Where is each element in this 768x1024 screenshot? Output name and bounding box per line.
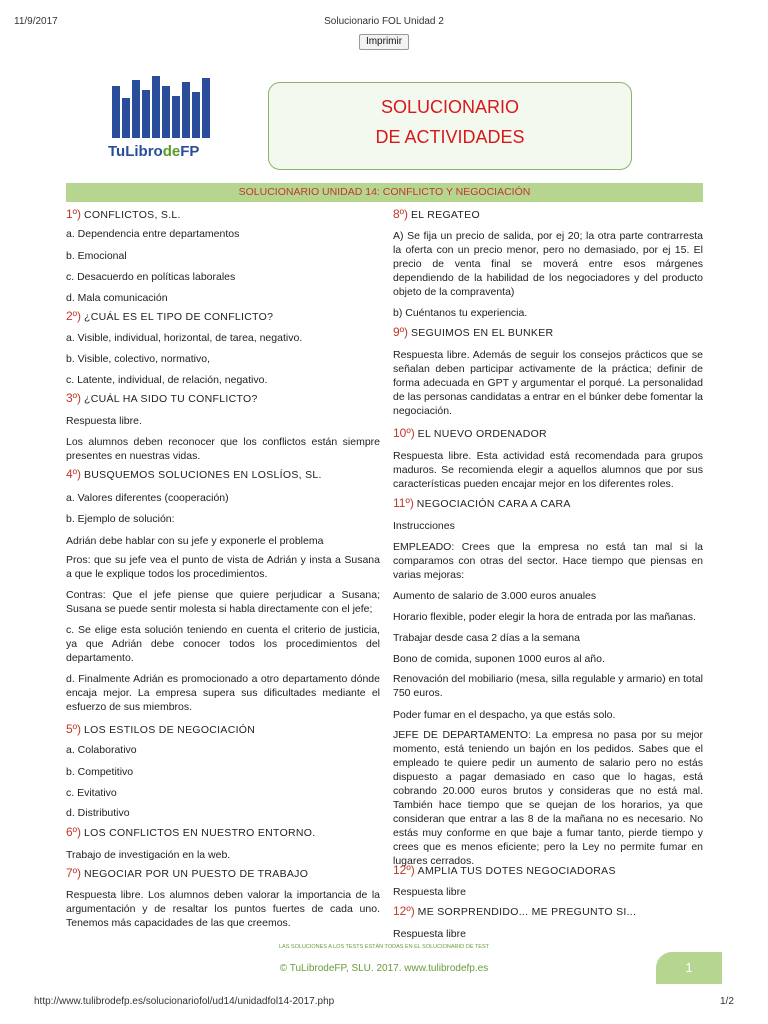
q7-number: 7º) (66, 866, 82, 880)
q6-answer-a: Trabajo de investigación en la web. (66, 849, 231, 861)
q2-number: 2º) (66, 309, 82, 323)
q10-number: 10º) (393, 426, 415, 440)
q8-answer-a: A) Se fija un precio de salida, por ej 20; la otra parte contrarresta la oferta con un precio menor, pero no demasiado, por ej 15. El precio de venta final se moverá entre esos márgenes dependiendo de la habilidad de los negociadores y del producto objeto de la compraventa) (393, 230, 703, 298)
print-button[interactable]: Imprimir (359, 34, 409, 50)
q11-title: NEGOCIACIÓN CARA A CARA (416, 498, 571, 510)
q11-item-furniture: Renovación del mobiliario (mesa, silla regulable y armario) en total 750 euros. (393, 673, 703, 699)
q5-title: LOS ESTILOS DE NEGOCIACIÓN (83, 724, 256, 736)
q11-employee: EMPLEADO: Crees que la empresa no está tan mal si la comparamos con otras del sector. Hace tiempo que piensas en varias mejoras: (393, 541, 703, 581)
q4-answer-e: Contras: Que el jefe piense que quiere perjudicar a Susana; Susana se puede sentir molesta si habla directamente con el jefe; (66, 589, 380, 615)
print-url[interactable]: http://www.tulibrodefp.es/solucionariofol/ud14/unidadfol14-2017.php (34, 996, 335, 1007)
q2-answer-c: c. Latente, individual, de relación, negativo. (66, 374, 268, 386)
q8-number: 8º) (393, 207, 409, 221)
q2-answer-b: b. Visible, colectivo, normativo, (66, 353, 210, 365)
q9-answer-a: Respuesta libre. Además de seguir los consejos prácticos que se señalan deben participar activamente de la práctica; definir de forma adecuada en GPT y argumentar el porqué. La personalidad de las personas candidatas a entrar en el búnker debe fomentar la negociación. (393, 349, 703, 417)
q1-answer-a: a. Dependencia entre departamentos (66, 228, 240, 240)
q4-title: BUSQUEMOS SOLUCIONES EN LOSLÍOS, SL. (83, 469, 322, 481)
q10-answer-a: Respuesta libre. Esta actividad está recomendada para grupos maduros. Se recomienda elegir a aquellos alumnos que por sus características pueden encajar mejor en los diferentes roles. (393, 450, 703, 490)
q10-title: EL NUEVO ORDENADOR (417, 428, 547, 440)
q12-number: 12º) (393, 863, 415, 877)
q12b-title: ME SORPRENDIDO... ME PREGUNTO SI... (417, 906, 637, 918)
q11-item-smoking: Poder fumar en el despacho, ya que estás solo. (393, 709, 616, 721)
q11-instructions: Instrucciones (393, 520, 455, 532)
title-box (268, 82, 632, 170)
q4-answer-a: a. Valores diferentes (cooperación) (66, 492, 229, 504)
q1-answer-c: c. Desacuerdo en políticas laborales (66, 271, 236, 283)
q12-answer: Respuesta libre (393, 886, 466, 898)
q11-number: 11º) (393, 496, 414, 510)
title-line-1: SOLUCIONARIO (380, 97, 520, 117)
q4-number: 4º) (66, 467, 82, 481)
q4-answer-c: Adrián debe hablar con su jefe y exponerle el problema (66, 535, 324, 547)
q11-item-homeworking: Trabajar desde casa 2 días a la semana (393, 632, 580, 644)
q12b-number: 12º) (393, 904, 415, 918)
page-number-tab: 1 (656, 952, 722, 984)
q9-title: SEGUIMOS EN EL BUNKER (410, 327, 554, 339)
logo-text-de: de (162, 143, 181, 160)
q3-answer-b: Los alumnos deben reconocer que los conflictos están siempre presentes en nuestras vidas. (66, 436, 380, 462)
q9-number: 9º) (393, 325, 409, 339)
q6-title: LOS CONFLICTOS EN NUESTRO ENTORNO. (83, 827, 316, 839)
q11-boss: JEFE DE DEPARTAMENTO: La empresa no pasa por su mejor momento, está teniendo un bajón en los pedidos. Sabes que el empleado te quiere pedir un aumento de salario pero no estás dispuesto a pagar demasiado en caso que lo hagas, está cobrando 20.000 euros brutos y consideras que no está mal. También hace tiempo que se quejan de los horarios, ya que consideran que entrar a las 8 de la mañana no es necesario. No estás muy conforme en que baje a fumar tanto, pierde tiempo y crees que es menos eficiente; pero la Ley no permite fumar en lugares cerrados. (393, 729, 703, 867)
logo-text-tu: Tu (108, 143, 126, 160)
q4-answer-f: c. Se elige esta solución teniendo en cuenta el criterio de justicia, ya que Adrián debe conocer todos los procedimientos del departamento. (66, 624, 380, 664)
q3-answer-a: Respuesta libre. (66, 415, 142, 427)
q8-title: EL REGATEO (410, 209, 480, 221)
q3-title: ¿CUÁL HA SIDO TU CONFLICTO? (83, 393, 258, 405)
svg-text:TuLibrodeFP (108, 143, 199, 160)
q3-number: 3º) (66, 391, 82, 405)
logo-text-fp: FP (180, 143, 200, 160)
q4-answer-d: Pros: que su jefe vea el punto de vista de Adrián y insta a Susana a que le explique todos los procedimientos. (66, 554, 380, 580)
tulibrodefp-logo (108, 76, 216, 166)
q1-answer-d: d. Mala comunicación (66, 292, 168, 304)
q5-number: 5º) (66, 722, 82, 736)
q5-answer-c: c. Evitativo (66, 787, 117, 799)
q5-answer-d: d. Distributivo (66, 807, 130, 819)
print-page: 1/2 (720, 996, 734, 1007)
footer-note: LAS SOLUCIONES A LOS TESTS ESTÁN TODAS EN EL SOLUCIONARIO DE TEST (279, 944, 489, 950)
q1-title: CONFLICTOS, S.L. (83, 209, 181, 221)
unit-banner: SOLUCIONARIO UNIDAD 14: CONFLICTO Y NEGOCIACIÓN (66, 183, 703, 202)
footer-copyright: © TuLibrodeFP, SLU. 2017. www.tulibrodefp.es (279, 963, 489, 974)
q11-item-schedule: Horario flexible, poder elegir la hora de entrada por las mañanas. (393, 611, 696, 623)
title-line-2: DE ACTIVIDADES (375, 127, 525, 147)
q6-number: 6º) (66, 825, 82, 839)
q1-answer-b: b. Emocional (66, 250, 127, 262)
q5-answer-a: a. Colaborativo (66, 744, 137, 756)
q7-title: NEGOCIAR POR UN PUESTO DE TRABAJO (83, 868, 309, 880)
q5-answer-b: b. Competitivo (66, 766, 134, 778)
q1-number: 1º) (66, 207, 82, 221)
q7-answer-a: Respuesta libre. Los alumnos deben valorar la importancia de la argumentación y de resaltar los puntos fuertes de cada uno. Tenemos más capacidades de las que creemos. (66, 889, 380, 929)
q2-title: ¿CUÁL ES EL TIPO DE CONFLICTO? (83, 311, 274, 323)
q11-item-salary: Aumento de salario de 3.000 euros anuales (393, 590, 597, 602)
q12b-answer: Respuesta libre (393, 928, 466, 940)
print-date: 11/9/2017 (14, 16, 58, 27)
q4-answer-g: d. Finalmente Adrián es promocionado a otro departamento dónde encaja mejor. La empresa supera sus dificultades mediante el esfuerzo de sus miembros. (66, 673, 380, 713)
q2-answer-a: a. Visible, individual, horizontal, de tarea, negativo. (66, 332, 303, 344)
q8-answer-b: b) Cuéntanos tu experiencia. (393, 307, 528, 319)
q4-answer-b: b. Ejemplo de solución: (66, 513, 175, 525)
print-title: Solucionario FOL Unidad 2 (324, 16, 444, 27)
q12-title: AMPLIA TUS DOTES NEGOCIADORAS (417, 865, 616, 877)
q11-item-meal: Bono de comida, suponen 1000 euros al año. (393, 653, 605, 665)
logo-text-libro: Libro (125, 143, 163, 160)
